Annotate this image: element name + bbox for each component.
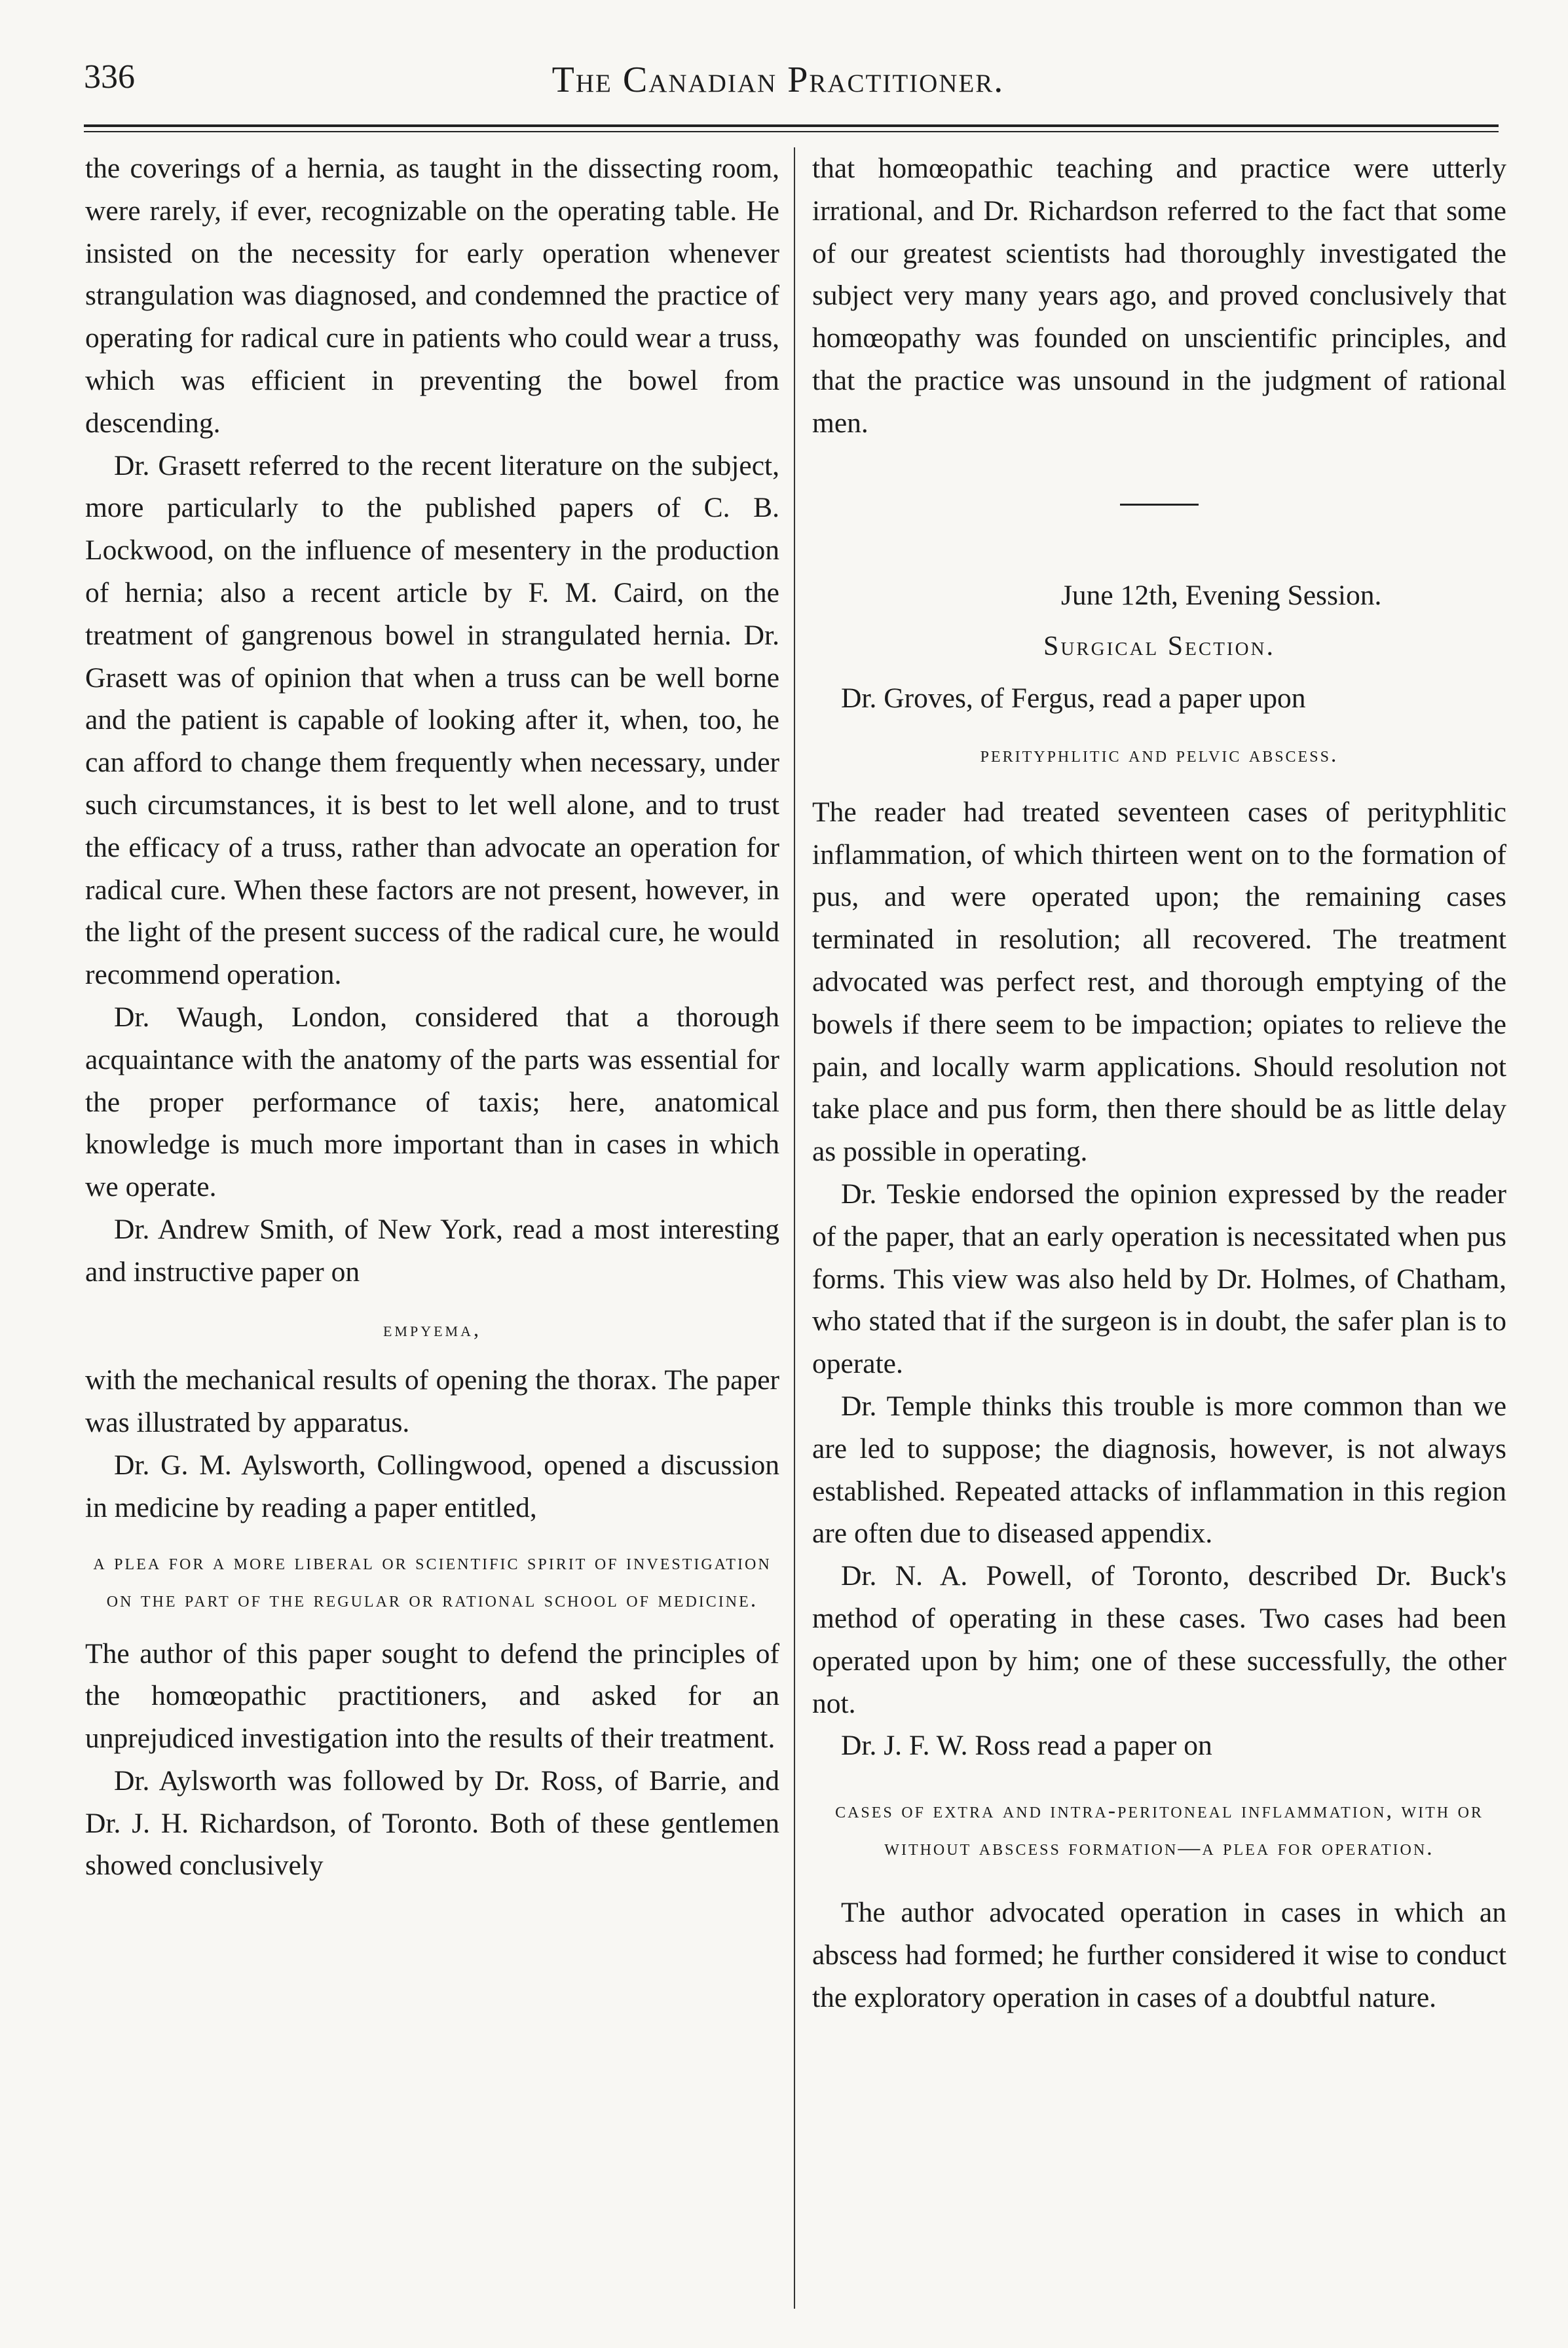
header-rule-thin <box>84 131 1499 132</box>
section-heading-perityphlitic: perityphlitic and pelvic abscess. <box>980 742 1339 767</box>
running-title: The Canadian Practitioner. <box>551 60 1005 100</box>
section-heading-empyema: empyema, <box>383 1316 481 1341</box>
header-rule-thick <box>84 124 1499 127</box>
section-heading-cases: cases of extra and intra-peritoneal inflammation, with or without abscess formation—a plea for operation. <box>835 1798 1484 1861</box>
page-header <box>84 38 1472 110</box>
paragraph: The author advocated operation in cases in which an abscess had formed; he further considered it wise to conduct the exploratory operation in cases of a doubtful nature. <box>812 1897 1506 2013</box>
section-heading-plea: a plea for a more liberal or scientific spirit of investigation on the part of the regular or rational school of medicine. <box>93 1550 772 1612</box>
paragraph: the coverings of a hernia, as taught in the dissecting room, were rarely, if ever, recognizable on the operating table. He insisted on the necessity for early operation whenever strangulation was diagnosed, and condemned the practice of operating for radical cure in patients who could wear a truss, which was efficient in preventing the bowel from descending. <box>85 153 779 439</box>
right-column <box>812 147 1506 2335</box>
paragraph: Dr. N. A. Powell, of Toronto, described Dr. Buck's method of operating in these cases. Two cases had been operated upon by him; one of these successfully, the other not. <box>812 1560 1506 1719</box>
paragraph: Dr. G. M. Aylsworth, Collingwood, opened a discussion in medicine by reading a paper entitled, <box>85 1449 779 1523</box>
column-divider <box>794 147 795 2309</box>
paragraph: Dr. Teskie endorsed the opinion expressed by the reader of the paper, that an early operation is necessitated when pus forms. This view was also held by Dr. Holmes, of Chatham, who stated that if the surgeon is in doubt, the safer plan is to operate. <box>812 1178 1506 1380</box>
paragraph: that homœopathic teaching and practice were utterly irrational, and Dr. Richardson referred to the fact that some of our greatest scientists had thoroughly investigated the subject very many years ago, and proved conclusively that homœopathy was founded on unscientific principles, and that the practice was unsound in the judgment of rational men. <box>812 153 1506 439</box>
section-title: Surgical Section. <box>1043 631 1275 662</box>
paragraph: Dr. Waugh, London, considered that a thorough acquaintance with the anatomy of the parts was essential for the proper performance of taxis; here, anatomical knowledge is much more important than in cases in which we operate. <box>85 1001 779 1203</box>
paragraph: with the mechanical results of opening the thorax. The paper was illustrated by apparatus. <box>85 1364 779 1439</box>
paragraph: Dr. J. F. W. Ross read a paper on <box>841 1730 1212 1762</box>
section-divider <box>1120 504 1199 506</box>
paragraph: The reader had treated seventeen cases of perityphlitic inflammation, of which thirteen went on to the formation of pus, and were operated upon; the remaining cases terminated in resolution; all recovered. The treatment advocated was perfect rest, and thorough emptying of the bowels if there seem to be impaction; opiates to relieve the pain, and locally warm applications. Should resolution not take place and pus form, then there should be as little delay as possible in operating. <box>812 796 1506 1168</box>
left-column <box>85 147 779 2335</box>
paragraph: Dr. Aylsworth was followed by Dr. Ross, of Barrie, and Dr. J. H. Richardson, of Toronto. Both of these gentlemen showed conclusively <box>85 1764 779 1882</box>
paragraph: Dr. Temple thinks this trouble is more common than we are led to suppose; the diagnosis, however, is not always established. Repeated attacks of inflammation in this region are often due to diseased appendix. <box>812 1390 1506 1550</box>
paragraph: Dr. Grasett referred to the recent literature on the subject, more particularly to the published papers of C. B. Lockwood, on the influence of mesentery in the production of hernia; also a recent article by F. M. Caird, on the treatment of gangrenous bowel in strangulated hernia. Dr. Grasett was of opinion that when a truss can be well borne and the patient is capable of looking after it, when, too, he can afford to change them frequently when necessary, under such circumstances, it is best to let well alone, and to trust the efficacy of a truss, rather than advocate an operation for radical cure. When these factors are not present, however, in the light of the present success of the radical cure, he would recommend operation. <box>85 449 779 991</box>
paragraph: The author of this paper sought to defend the principles of the homœopathic practitioners, and asked for an unprejudiced investigation into the results of their treatment. <box>85 1637 779 1755</box>
paragraph: Dr. Andrew Smith, of New York, read a most interesting and instructive paper on <box>85 1213 779 1288</box>
session-heading: June 12th, Evening Session. <box>1061 579 1382 611</box>
paragraph: Dr. Groves, of Fergus, read a paper upon <box>841 682 1306 715</box>
page-number: 336 <box>84 58 135 96</box>
